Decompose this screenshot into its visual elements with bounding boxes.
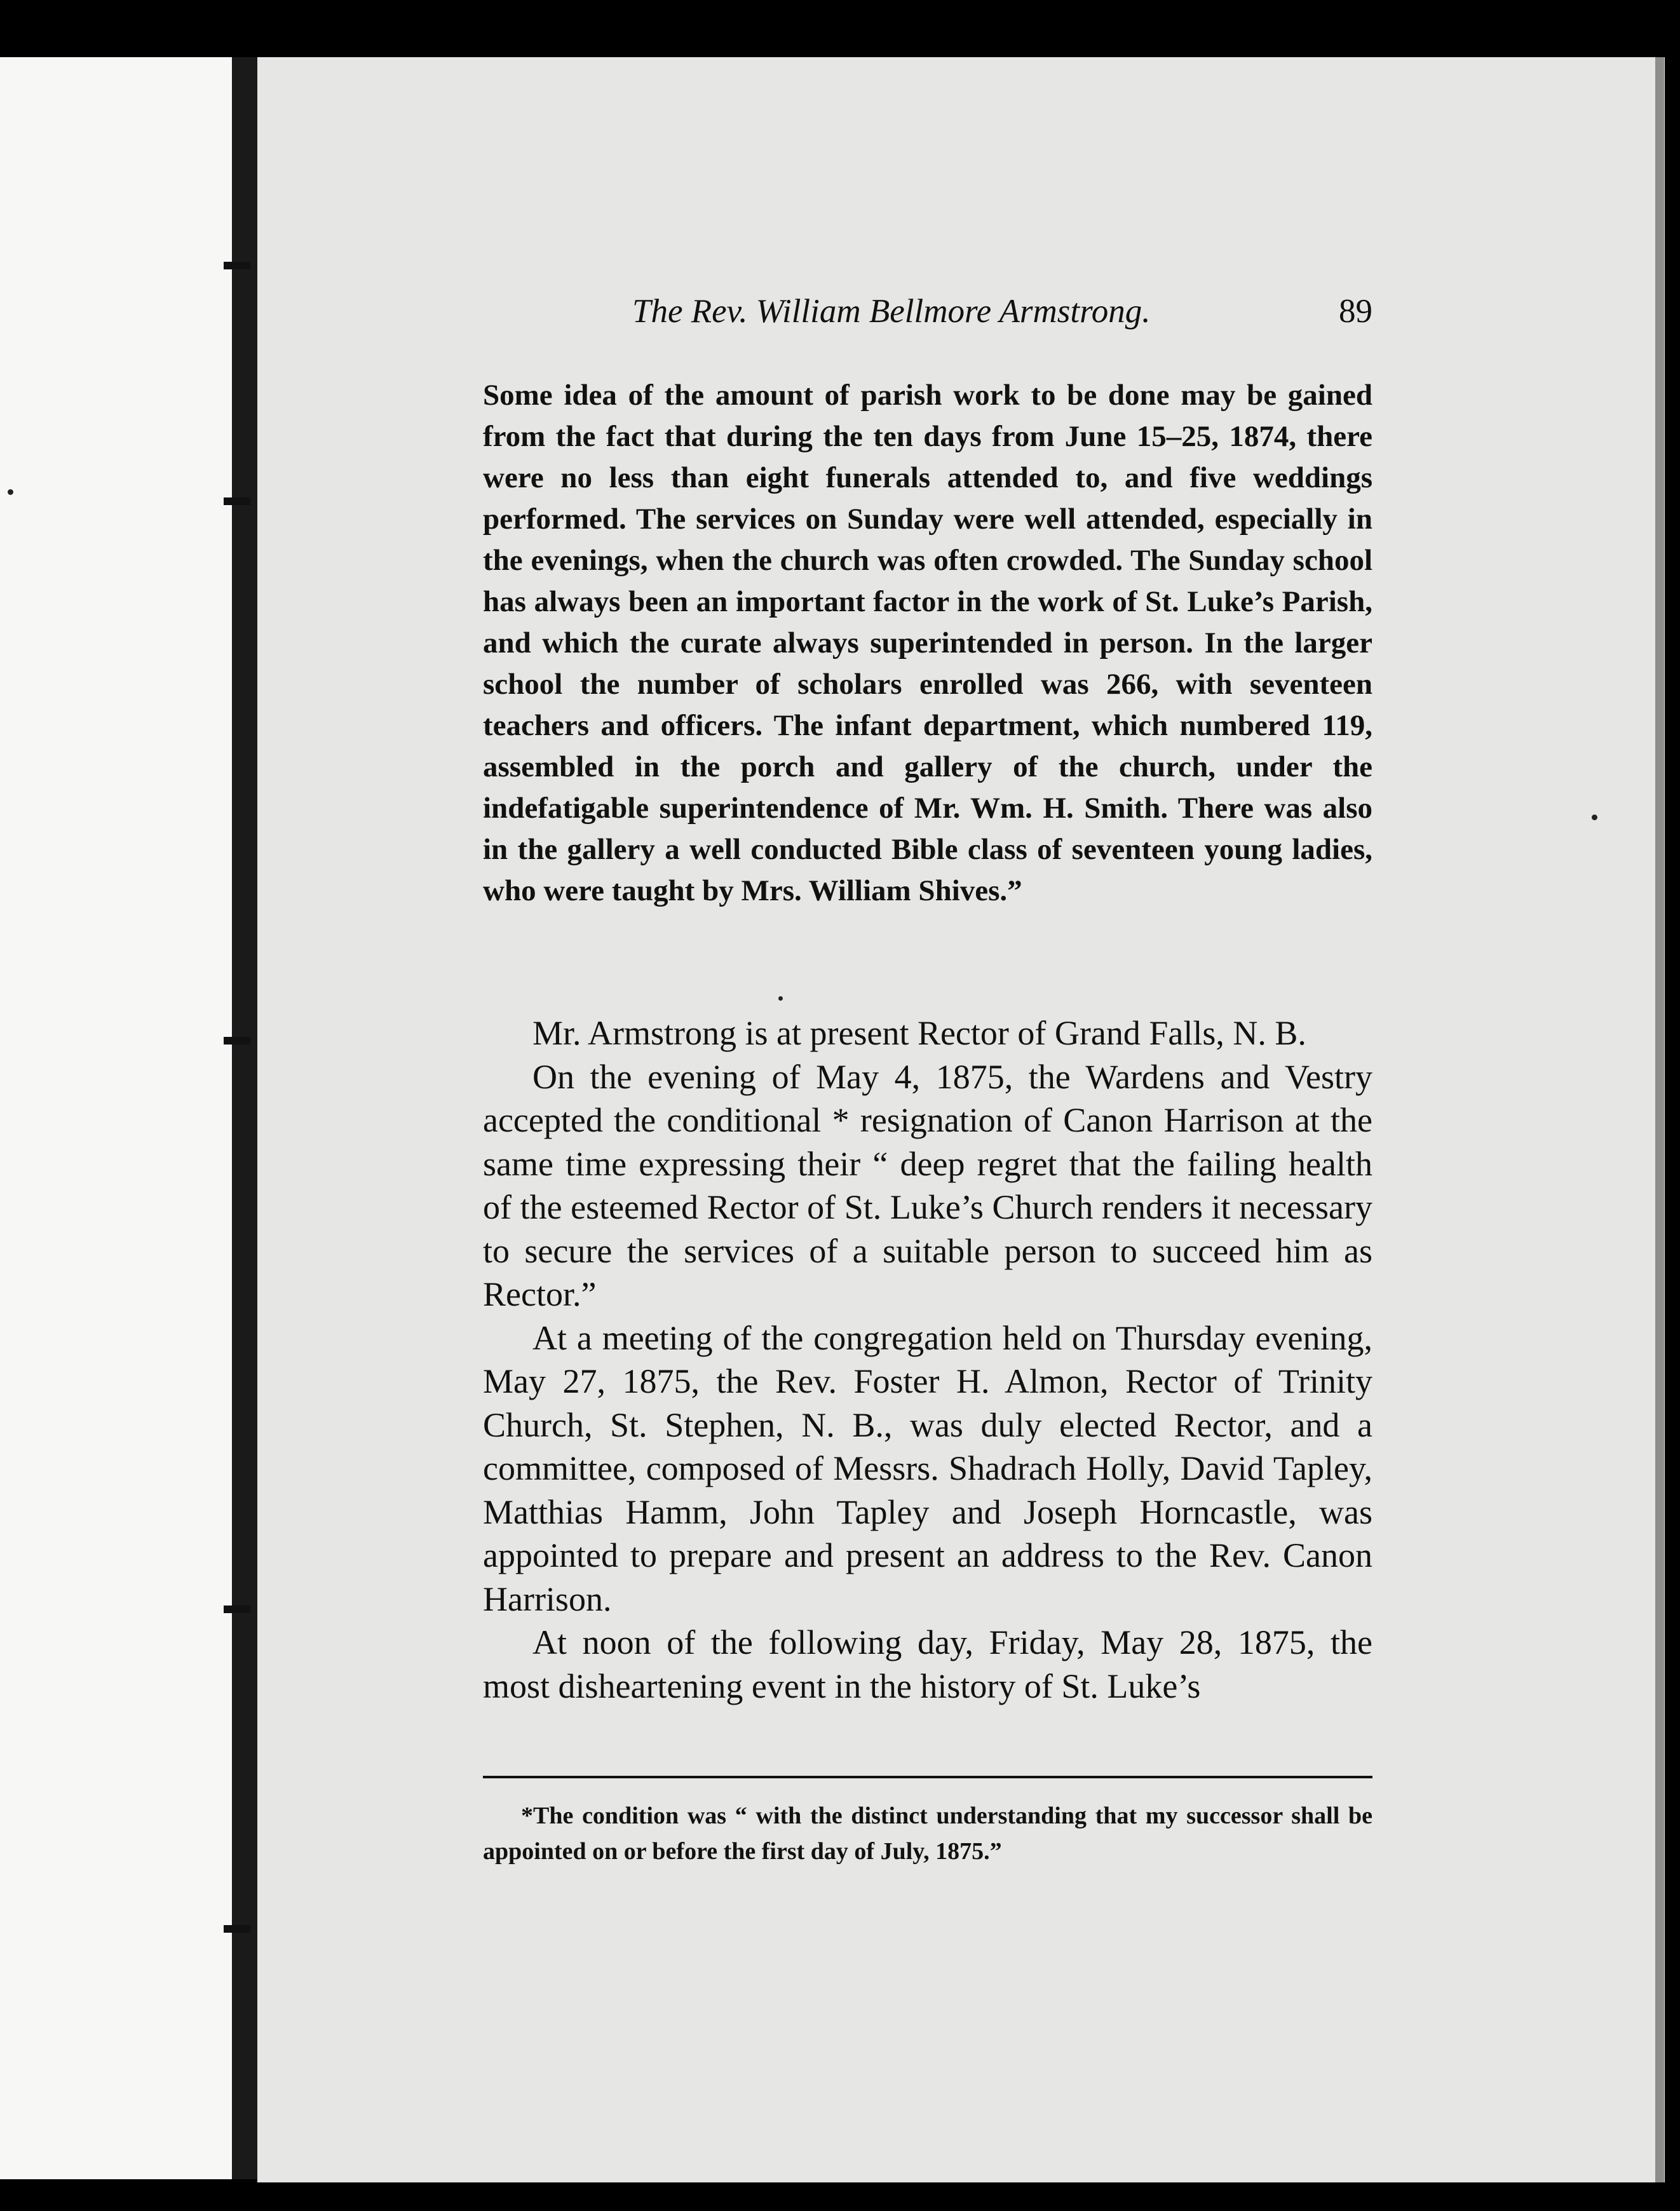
body-text	[483, 1011, 1372, 1708]
scan-speck	[778, 996, 783, 1001]
paragraph: At noon of the following day, Friday, May 28, 1875, the most disheartening event in the history of St. Luke’s	[483, 1623, 1372, 1705]
page-header	[483, 292, 1372, 343]
paragraph: At a meeting of the congregation held on Thursday evening, May 27, 1875, the Rev. Foster H. Almon, Rector of Trinity Church, St. Stephen, N. B., was duly elected Rector, and a committee, composed of Messrs. Shadrach Holly, David Tapley, Matthias Hamm, John Tapley and Joseph Horncastle, was appointed to prepare and present an address to the Rev. Canon Harrison.	[483, 1318, 1372, 1618]
facing-page-edge	[0, 57, 232, 2179]
gutter-mark	[224, 497, 250, 505]
footnote-divider	[483, 1776, 1372, 1778]
running-title: The Rev. William Bellmore Armstrong.	[632, 293, 1151, 330]
scan-speck	[1592, 815, 1597, 820]
paragraph: On the evening of May 4, 1875, the Wardens and Vestry accepted the conditional * resignation of Canon Harrison at the same time expressing their “ deep regret that the failing health of the esteemed Rector of St. Luke’s Church renders it necessary to secure the services of a suitable person to succeed him as Rector.”	[483, 1057, 1372, 1313]
gutter-mark	[224, 1037, 250, 1045]
gutter-mark	[224, 262, 250, 269]
scan-speck	[8, 489, 13, 495]
page-number: 89	[1339, 293, 1372, 330]
quoted-passage: Some idea of the amount of parish work to be done may be gained from the fact that during the ten days from June 15–25, 1874, there were no less than eight funerals attended to, and five weddings performed. The services on Sunday were well attended, especially in the evenings, when the church was often crowded. The Sunday school has always been an important factor in the work of St. Luke’s Parish, and which the curate always superintended in person. In the larger school the number of scholars enrolled was 266, with seventeen teachers and officers. The infant department, which numbered 119, assembled in the porch and gallery of the church, under the indefatigable superintendence of Mr. Wm. H. Smith. There was also in the gallery a well conducted Bible class of seventeen young ladies, who were taught by Mrs. William Shives.”	[483, 379, 1372, 907]
gutter-mark	[224, 1606, 250, 1613]
book-gutter	[232, 57, 257, 2179]
footnote: *The condition was “ with the distinct understanding that my successor shall be appointed on or before the first day of July, 1875.”	[483, 1802, 1372, 1865]
gutter-mark	[224, 1925, 250, 1933]
page-edge-shadow	[1655, 57, 1664, 2182]
paragraph: Mr. Armstrong is at present Rector of Grand Falls, N. B.	[532, 1014, 1306, 1052]
